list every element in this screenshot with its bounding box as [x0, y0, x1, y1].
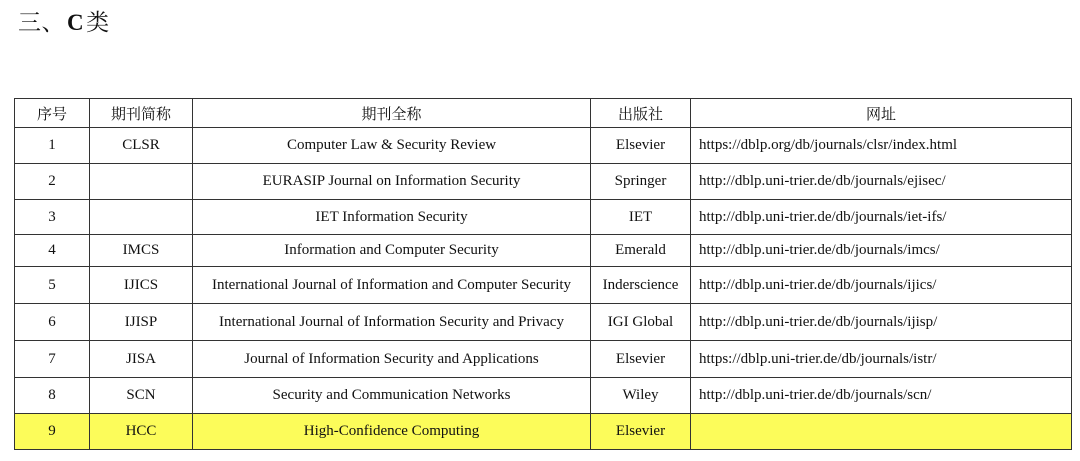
table-row [15, 128, 1072, 164]
table-row [15, 235, 1072, 267]
table-row [15, 267, 1072, 304]
header-index: 序号 [15, 99, 90, 128]
table-header-row [15, 99, 1072, 128]
cell-url: http://dblp.uni-trier.de/db/journals/ijics/ [691, 267, 1072, 304]
cell-publisher: Elsevier [591, 414, 691, 450]
cell-url: http://dblp.uni-trier.de/db/journals/scn/ [691, 378, 1072, 414]
cell-full-name: High-Confidence Computing [193, 414, 591, 450]
table-row [15, 164, 1072, 200]
cell-index: 6 [15, 304, 90, 341]
cell-full-name: International Journal of Information Security and Privacy [193, 304, 591, 341]
cell-full-name: Information and Computer Security [193, 235, 591, 267]
journal-table [14, 98, 1072, 450]
cell-full-name: International Journal of Information and Computer Security [193, 267, 591, 304]
cell-abbr: CLSR [90, 128, 193, 164]
header-publisher: 出版社 [591, 99, 691, 128]
cell-url: https://dblp.uni-trier.de/db/journals/istr/ [691, 341, 1072, 378]
table-row [15, 378, 1072, 414]
cell-publisher: IET [591, 200, 691, 235]
cell-index: 5 [15, 267, 90, 304]
section-heading [18, 4, 110, 34]
cell-abbr: HCC [90, 414, 193, 450]
cell-index: 9 [15, 414, 90, 450]
cell-publisher: IGI Global [591, 304, 691, 341]
cell-abbr [90, 164, 193, 200]
table-row [15, 200, 1072, 235]
cell-full-name: Journal of Information Security and Applications [193, 341, 591, 378]
cell-url: https://dblp.org/db/journals/clsr/index.html [691, 128, 1072, 164]
header-url: 网址 [691, 99, 1072, 128]
cell-url [691, 414, 1072, 450]
cell-index: 8 [15, 378, 90, 414]
header-abbr: 期刊简称 [90, 99, 193, 128]
cell-index: 2 [15, 164, 90, 200]
cell-full-name: Computer Law & Security Review [193, 128, 591, 164]
cell-full-name: EURASIP Journal on Information Security [193, 164, 591, 200]
cell-abbr: SCN [90, 378, 193, 414]
cell-publisher: Springer [591, 164, 691, 200]
cell-url: http://dblp.uni-trier.de/db/journals/ijisp/ [691, 304, 1072, 341]
section-heading-suffix: 类 [86, 10, 110, 35]
cell-index: 7 [15, 341, 90, 378]
header-full-name: 期刊全称 [193, 99, 591, 128]
cell-abbr: IMCS [90, 235, 193, 267]
cell-publisher: Elsevier [591, 341, 691, 378]
cell-full-name: IET Information Security [193, 200, 591, 235]
cell-url: http://dblp.uni-trier.de/db/journals/ejisec/ [691, 164, 1072, 200]
table-row [15, 341, 1072, 378]
cell-full-name: Security and Communication Networks [193, 378, 591, 414]
cell-publisher: Wiley [591, 378, 691, 414]
cell-abbr: IJICS [90, 267, 193, 304]
cell-url: http://dblp.uni-trier.de/db/journals/imcs/ [691, 235, 1072, 267]
cell-index: 4 [15, 235, 90, 267]
cell-publisher: Elsevier [591, 128, 691, 164]
section-heading-letter: C [67, 10, 85, 35]
cell-abbr [90, 200, 193, 235]
cell-abbr: JISA [90, 341, 193, 378]
cell-index: 3 [15, 200, 90, 235]
table-row-highlighted [15, 414, 1072, 450]
cell-index: 1 [15, 128, 90, 164]
cell-url: http://dblp.uni-trier.de/db/journals/iet-ifs/ [691, 200, 1072, 235]
section-heading-prefix: 三、 [18, 10, 65, 35]
cell-abbr: IJISP [90, 304, 193, 341]
cell-publisher: Emerald [591, 235, 691, 267]
cell-publisher: Inderscience [591, 267, 691, 304]
table-row [15, 304, 1072, 341]
